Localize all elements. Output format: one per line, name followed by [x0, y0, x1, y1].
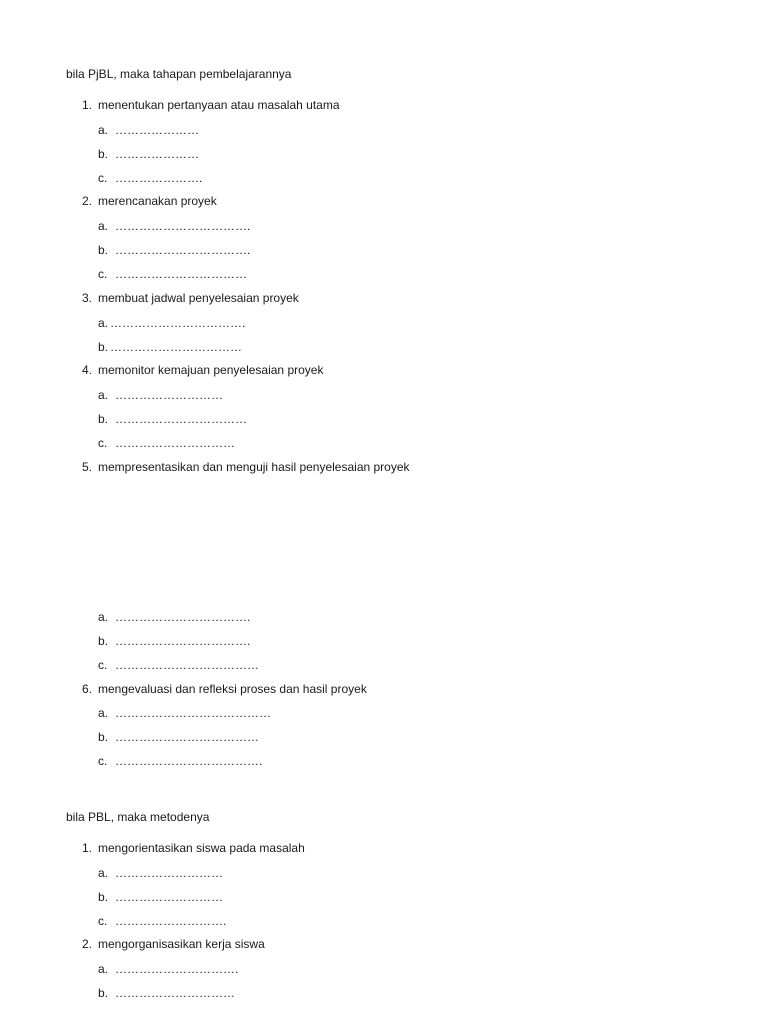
item-number: 4.	[82, 363, 93, 377]
sub-letter: b.	[98, 147, 109, 161]
item-number: 6.	[82, 682, 93, 696]
answer-blank: …………………	[115, 147, 199, 161]
item-text: mengorientasikan siswa pada masalah	[98, 841, 305, 855]
section-pbl-heading: bila PBL, maka metodenya	[66, 810, 210, 824]
sub-letter: b.	[98, 730, 109, 744]
answer-blank: ………………………	[115, 890, 223, 904]
sub-letter: a.	[98, 123, 109, 137]
answer-blank: ………………………….	[115, 962, 239, 976]
answer-blank: …………………………….	[110, 316, 246, 330]
answer-blank: ………………………	[115, 866, 223, 880]
sub-letter: c.	[98, 436, 108, 450]
answer-blank: …………………………	[115, 986, 235, 1000]
item-text: mengorganisasikan kerja siswa	[98, 937, 265, 951]
item-number: 2.	[82, 937, 93, 951]
item-text: menentukan pertanyaan atau masalah utama	[98, 98, 340, 112]
answer-blank: …………………………………	[115, 706, 271, 720]
sub-letter: c.	[98, 754, 108, 768]
answer-blank: …………………………….	[115, 219, 251, 233]
answer-blank: ………………….	[115, 171, 203, 185]
answer-blank: …………………	[115, 123, 199, 137]
sub-letter: b.	[98, 986, 109, 1000]
answer-blank: ……………………………	[115, 412, 247, 426]
answer-blank: ………………………	[115, 388, 223, 402]
sub-letter: a.	[98, 388, 109, 402]
answer-blank: …………………………	[115, 436, 235, 450]
sub-letter: a.	[98, 962, 109, 976]
sub-letter: b.	[98, 890, 109, 904]
answer-blank: ……………………………	[110, 340, 242, 354]
item-number: 1.	[82, 841, 93, 855]
answer-blank: …………………………….	[115, 634, 251, 648]
item-number: 1.	[82, 98, 93, 112]
sub-letter: a.	[98, 316, 109, 330]
item-text: memonitor kemajuan penyelesaian proyek	[98, 363, 324, 377]
item-number: 3.	[82, 291, 93, 305]
item-text: membuat jadwal penyelesaian proyek	[98, 291, 299, 305]
section-pjbl-heading: bila PjBL, maka tahapan pembelajarannya	[66, 67, 292, 81]
item-text: mempresentasikan dan menguji hasil penyelesaian proyek	[98, 460, 410, 474]
answer-blank: ……………………………….	[115, 754, 263, 768]
answer-blank: ………………………………	[115, 730, 259, 744]
sub-letter: a.	[98, 706, 109, 720]
sub-letter: c.	[98, 914, 108, 928]
answer-blank: …………………………….	[115, 610, 251, 624]
item-text: mengevaluasi dan refleksi proses dan hasil proyek	[98, 682, 367, 696]
sub-letter: c.	[98, 658, 108, 672]
sub-letter: a.	[98, 219, 109, 233]
sub-letter: b.	[98, 243, 109, 257]
item-text: merencanakan proyek	[98, 194, 217, 208]
item-number: 2.	[82, 194, 93, 208]
sub-letter: c.	[98, 171, 108, 185]
sub-letter: b.	[98, 412, 109, 426]
sub-letter: b.	[98, 340, 109, 354]
answer-blank: ………………………………	[115, 658, 259, 672]
answer-blank: ……………………………	[115, 267, 247, 281]
sub-letter: a.	[98, 610, 109, 624]
answer-blank: ……………………….	[115, 914, 227, 928]
answer-blank: …………………………….	[115, 243, 251, 257]
sub-letter: c.	[98, 267, 108, 281]
sub-letter: a.	[98, 866, 109, 880]
sub-letter: b.	[98, 634, 109, 648]
item-number: 5.	[82, 460, 93, 474]
